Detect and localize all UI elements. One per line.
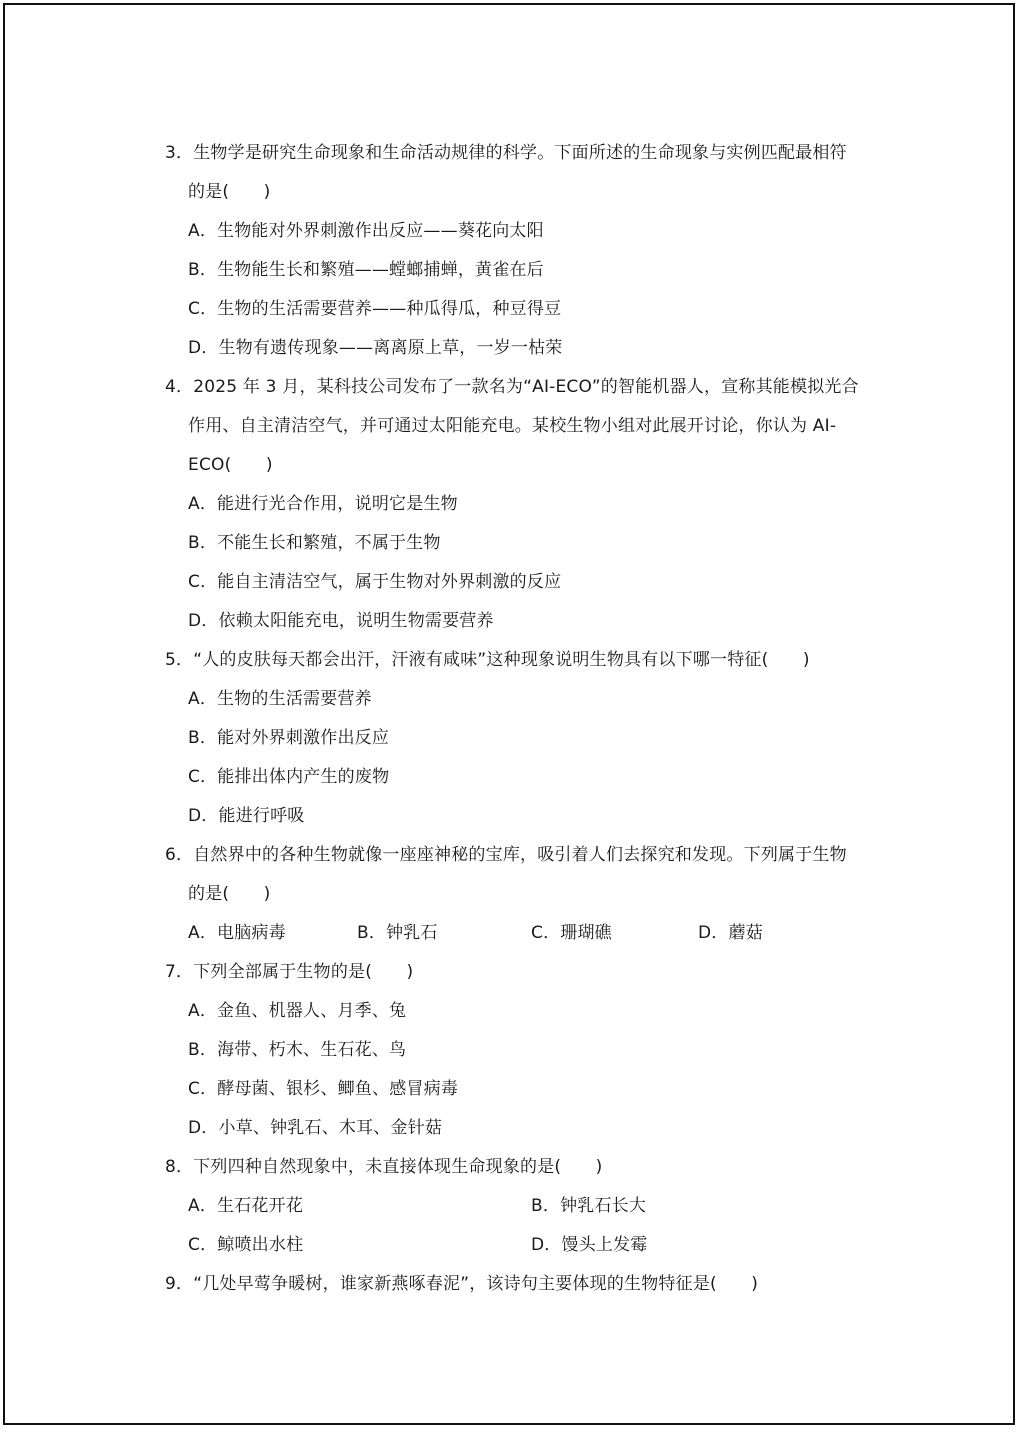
question-8-option-a: A．生石花开花 [188, 1196, 304, 1216]
question-9-stem-line-1: 9．“几处早莺争暖树，谁家新燕啄春泥”，该诗句主要体现的生物特征是( ) [165, 1274, 759, 1294]
question-7-option-d: D．小草、钟乳石、木耳、金针菇 [188, 1118, 443, 1138]
question-6-stem-line-2: 的是( ) [188, 884, 271, 904]
question-7-option-b: B．海带、朽木、生石花、鸟 [188, 1040, 407, 1060]
question-4-option-c: C．能自主清洁空气，属于生物对外界刺激的反应 [188, 572, 562, 592]
question-4-option-b: B．不能生长和繁殖，不属于生物 [188, 533, 441, 553]
question-3-stem-line-2: 的是( ) [188, 182, 271, 202]
question-4-option-d: D．依赖太阳能充电，说明生物需要营养 [188, 611, 494, 631]
question-8-stem-line-1: 8．下列四种自然现象中，未直接体现生命现象的是( ) [165, 1157, 603, 1177]
question-4-stem-line-1: 4．2025 年 3 月，某科技公司发布了一款名为“AI-ECO”的智能机器人，宣称其能模拟光合 [165, 377, 859, 397]
question-8-option-b: B．钟乳石长大 [531, 1196, 647, 1216]
question-3-option-c: C．生物的生活需要营养——种瓜得瓜，种豆得豆 [188, 299, 562, 319]
question-4-stem-line-2: 作用、自主清洁空气，并可通过太阳能充电。某校生物小组对此展开讨论，你认为 AI- [188, 416, 837, 436]
question-3-option-a: A．生物能对外界刺激作出反应——葵花向太阳 [188, 221, 544, 241]
question-7-stem-line-1: 7．下列全部属于生物的是( ) [165, 962, 414, 982]
question-6-stem-line-1: 6．自然界中的各种生物就像一座座神秘的宝库，吸引着人们去探究和发现。下列属于生物 [165, 845, 847, 865]
question-3-option-d: D．生物有遗传现象——离离原上草，一岁一枯荣 [188, 338, 563, 358]
question-6-option-b: B．钟乳石 [357, 923, 438, 943]
question-6-option-d: D．蘑菇 [698, 923, 763, 943]
question-5-option-a: A．生物的生活需要营养 [188, 689, 372, 709]
question-8-option-c: C．鲸喷出水柱 [188, 1235, 304, 1255]
question-7-option-c: C．酵母菌、银杉、鲫鱼、感冒病毒 [188, 1079, 459, 1099]
question-3-option-b: B．生物能生长和繁殖——螳螂捕蝉，黄雀在后 [188, 260, 544, 280]
question-5-option-b: B．能对外界刺激作出反应 [188, 728, 390, 748]
question-6-option-c: C．珊瑚礁 [531, 923, 612, 943]
question-5-stem-line-1: 5．“人的皮肤每天都会出汗，汗液有咸味”这种现象说明生物具有以下哪一特征( ) [165, 650, 810, 670]
question-8-option-d: D．馒头上发霉 [531, 1235, 648, 1255]
question-4-stem-line-3: ECO( ) [188, 455, 273, 475]
question-7-option-a: A．金鱼、机器人、月季、兔 [188, 1001, 407, 1021]
question-4-option-a: A．能进行光合作用，说明它是生物 [188, 494, 458, 514]
question-3-stem-line-1: 3．生物学是研究生命现象和生命活动规律的科学。下面所述的生命现象与实例匹配最相符 [165, 143, 847, 163]
question-6-option-a: A．电脑病毒 [188, 923, 286, 943]
question-5-option-d: D．能进行呼吸 [188, 806, 305, 826]
question-5-option-c: C．能排出体内产生的废物 [188, 767, 390, 787]
